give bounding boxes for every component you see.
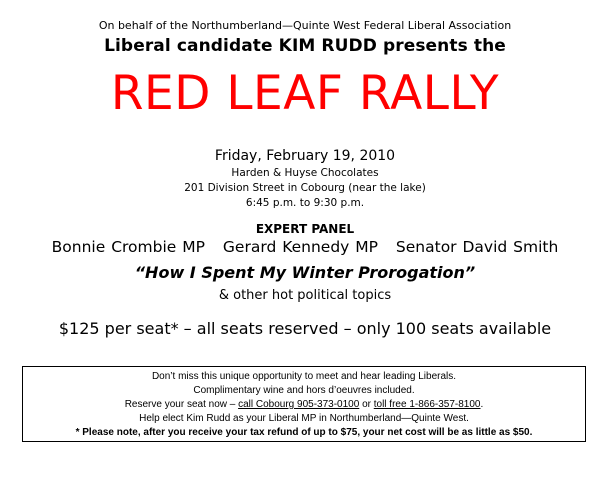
event-time: 6:45 p.m. to 9:30 p.m. [245,197,365,209]
tax-note: * Please note, after you receive your tax refund of up to $75, your net cost will be as little as $50. [75,427,533,438]
ticket-info: $125 per seat* – all seats reserved – only 100 seats available [58,319,552,338]
panelist: Bonnie Crombie MP [51,238,205,256]
event-date: Friday, February 19, 2010 [214,148,396,164]
reservation-prefix: Reserve your seat now – [124,399,239,410]
toll-free-phone-link[interactable]: toll free 1-866-357-8100 [373,399,481,410]
info-box [22,366,586,442]
reservation-suffix: . [480,399,484,410]
panelist-list [0,238,610,256]
panel-heading: EXPERT PANEL [255,222,355,236]
venue-address: 201 Division Street in Cobourg (near the lake) [184,182,426,194]
reservation-or: or [359,399,374,410]
info-line: Help elect Kim Rudd as your Liberal MP in Northumberland—Quinte West. [139,413,469,424]
event-title: RED LEAF RALLY [110,66,500,121]
association-line: On behalf of the Northumberland—Quinte West Federal Liberal Association [98,19,512,32]
info-line: Don’t miss this unique opportunity to meet and hear leading Liberals. [151,371,457,382]
other-topics: & other hot political topics [218,288,392,303]
presenter-line: Liberal candidate KIM RUDD presents the [104,36,506,56]
talk-title: “How I Spent My Winter Prorogation” [134,263,476,282]
reservation-line [23,399,585,410]
info-line: Complimentary wine and hors d’oeuvres included. [193,385,415,396]
cobourg-phone-link[interactable]: call Cobourg 905-373-0100 [238,399,360,410]
panelist: Senator David Smith [395,238,559,256]
panelist: Gerard Kennedy MP [222,238,378,256]
venue-name: Harden & Huyse Chocolates [231,167,379,179]
